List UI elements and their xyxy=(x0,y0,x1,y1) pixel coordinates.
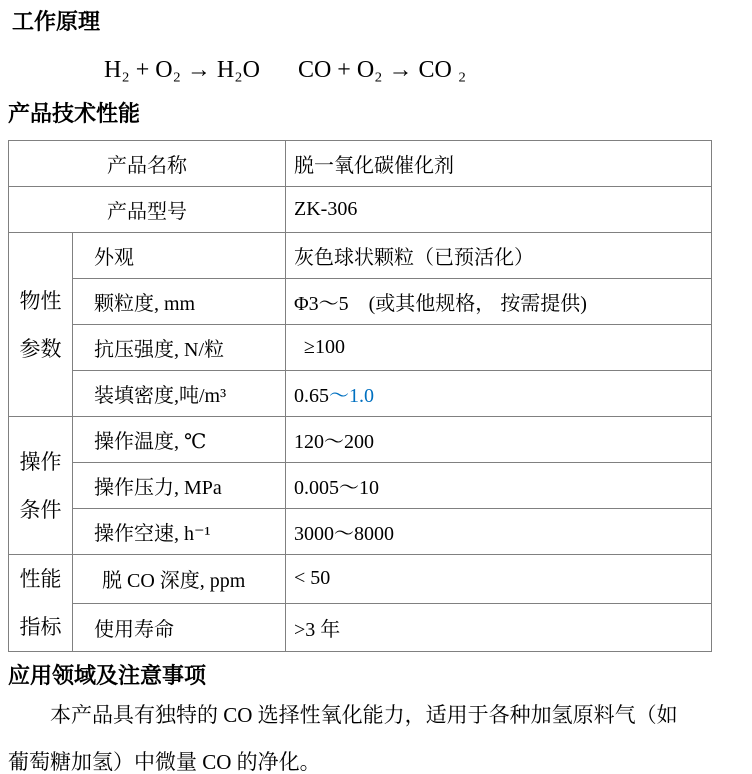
table-row-particle-size xyxy=(9,279,712,325)
specs-table xyxy=(8,140,712,652)
bulk-density-value-high: ～1.0 xyxy=(329,385,374,407)
heading-application-notes: 应用领域及注意事项 xyxy=(8,663,207,688)
temperature-value: 120～200 xyxy=(286,417,712,463)
equation-co-oxidation: CO + O₂ → CO ₂ xyxy=(297,57,467,83)
appearance-label: 外观 xyxy=(73,233,286,279)
table-row-crush-strength xyxy=(9,325,712,371)
group-operating-conditions xyxy=(9,417,73,555)
table-row-co-removal xyxy=(9,555,712,604)
service-life-label: 使用寿命 xyxy=(73,603,286,652)
table-row-space-velocity xyxy=(9,509,712,555)
group-physical-properties xyxy=(9,233,73,417)
space-velocity-value: 3000～8000 xyxy=(286,509,712,555)
service-life-value: >3 年 xyxy=(286,603,712,652)
table-row-product-name xyxy=(9,141,712,187)
crush-strength-label: 抗压强度, N/粒 xyxy=(73,325,286,371)
table-row-product-model xyxy=(9,187,712,233)
appearance-value: 灰色球状颗粒（已预活化） xyxy=(286,233,712,279)
group-performance-line2: 指标 xyxy=(19,615,62,639)
application-paragraph-line1: 本产品具有独特的 CO 选择性氧化能力，适用于各种加氢原料气（如 xyxy=(50,703,678,727)
table-row-service-life xyxy=(9,603,712,652)
pressure-value: 0.005～10 xyxy=(286,463,712,509)
product-name-value: 脱一氧化碳催化剂 xyxy=(286,141,712,187)
table-row-pressure xyxy=(9,463,712,509)
bulk-density-label: 装填密度,吨/m³ xyxy=(73,371,286,417)
particle-size-label: 颗粒度, mm xyxy=(73,279,286,325)
table-row-temperature xyxy=(9,417,712,463)
co-removal-depth-value: < 50 xyxy=(286,555,712,604)
heading-working-principle: 工作原理 xyxy=(12,9,101,34)
group-performance-index xyxy=(9,555,73,652)
group-performance-line1: 性能 xyxy=(19,567,62,591)
table-row-bulk-density xyxy=(9,371,712,417)
temperature-label: 操作温度, ℃ xyxy=(73,417,286,463)
crush-strength-value: ≥100 xyxy=(286,325,712,371)
heading-product-specs: 产品技术性能 xyxy=(8,101,141,126)
pressure-label: 操作压力, MPa xyxy=(73,463,286,509)
group-physical-line2: 参数 xyxy=(19,336,62,361)
product-name-label: 产品名称 xyxy=(9,141,286,187)
bulk-density-value xyxy=(286,371,712,417)
product-model-label: 产品型号 xyxy=(9,187,286,233)
particle-size-value: Φ3～5 (或其他规格， 按需提供) xyxy=(286,279,712,325)
group-operating-line2: 条件 xyxy=(19,497,62,522)
application-paragraph-line2: 葡萄糖加氢）中微量 CO 的净化。 xyxy=(8,750,321,774)
space-velocity-label: 操作空速, h⁻¹ xyxy=(73,509,286,555)
table-row-appearance xyxy=(9,233,712,279)
equation-hydrogen-oxidation: H₂ + O₂ → H₂O xyxy=(104,57,260,83)
application-paragraph xyxy=(8,692,738,774)
bulk-density-value-low: 0.65 xyxy=(294,385,329,407)
co-removal-depth-label: 脱 CO 深度, ppm xyxy=(73,555,286,604)
group-physical-line1: 物性 xyxy=(19,288,62,313)
group-operating-line1: 操作 xyxy=(19,449,62,474)
product-model-value: ZK-306 xyxy=(286,187,712,233)
chemical-equations xyxy=(104,54,752,86)
